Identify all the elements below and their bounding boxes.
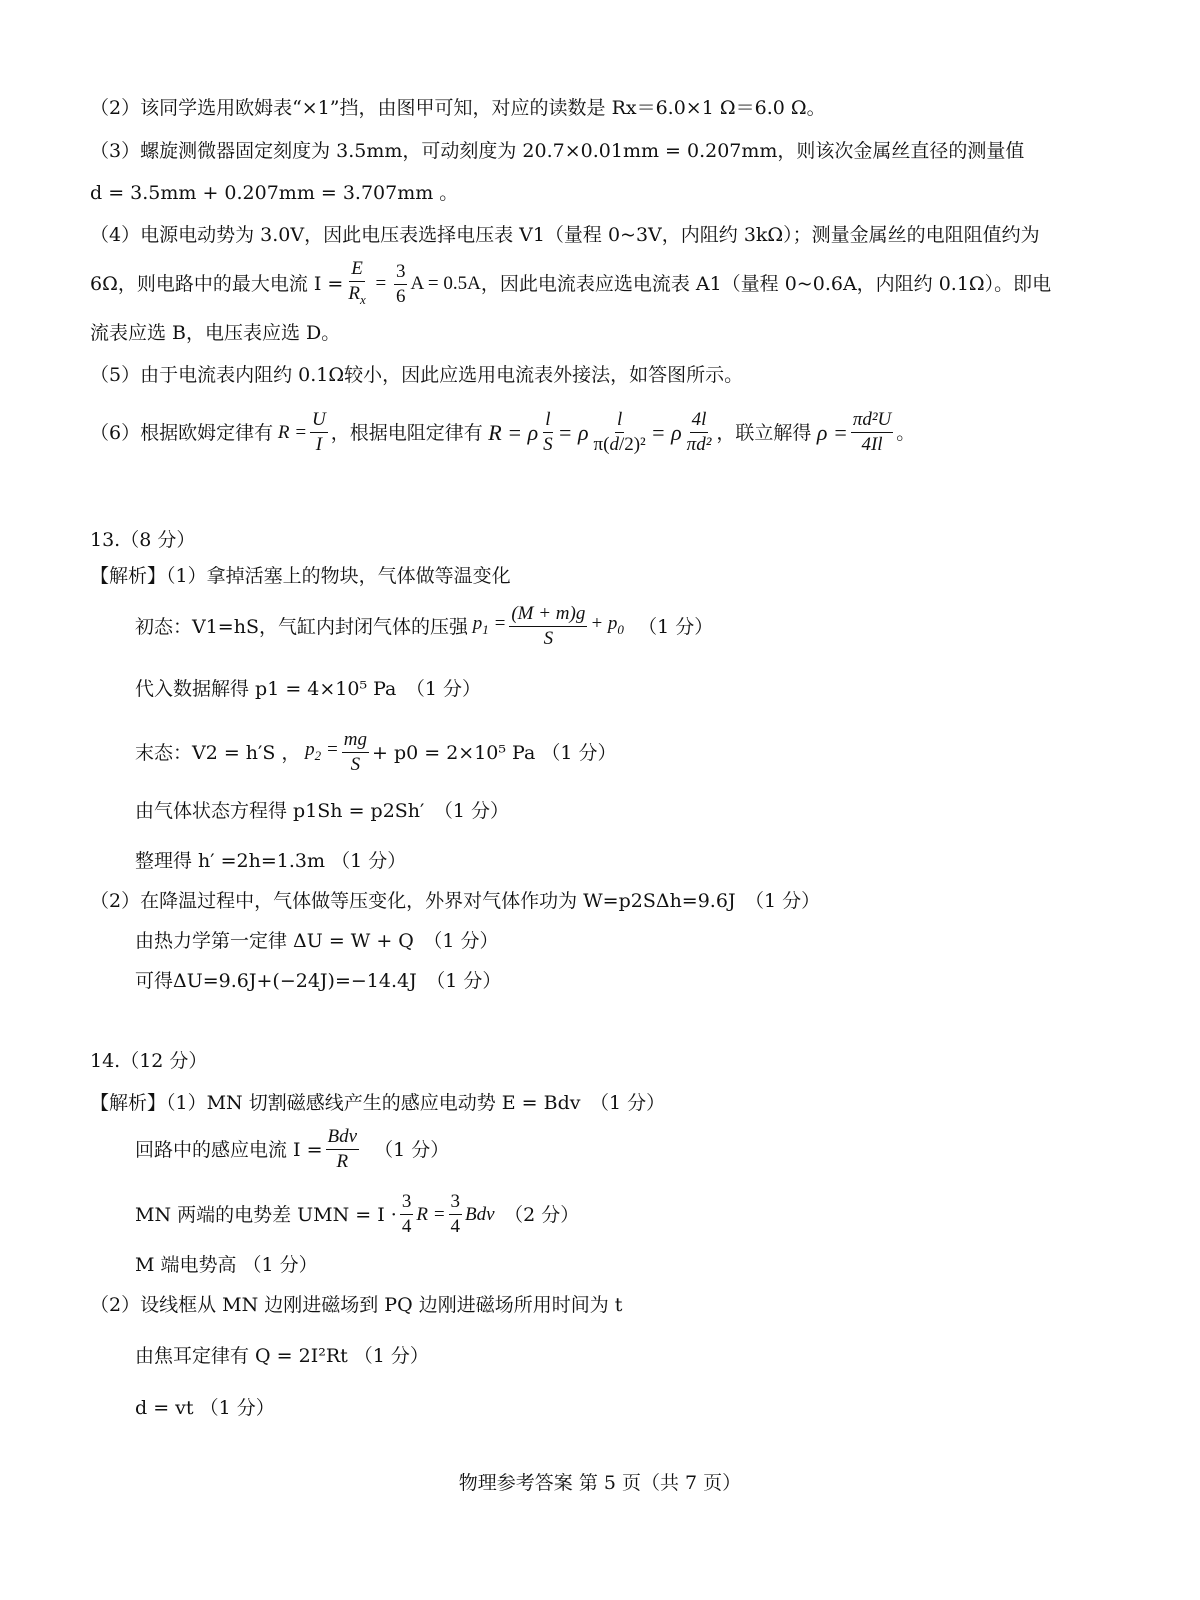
fraction-3-over-4-b: $\frac{3}{4}$ xyxy=(450,1191,461,1237)
question-14-umn: MN 两端的电势差 UMN = I · $\frac{3}{4}$ R = $\frac{3}{4}$ Bdv （2 分） xyxy=(135,1191,580,1237)
answer-line-12-4a: （4）电源电动势为 3.0V，因此电压表选择电压表 V1（量程 0~3V，内阻约 3kΩ）；测量金属丝的电阻阻值约为 xyxy=(90,224,1040,246)
text-6-mid: ，根据电阻定律有 xyxy=(330,421,483,444)
answer-line-12-5: （5）由于电流表内阻约 0.1Ω较小，因此应选用电流表外接法，如答图所示。 xyxy=(90,364,744,386)
text-4b-pre: 6Ω，则电路中的最大电流 I = xyxy=(90,273,344,296)
answer-line-12-2: （2）该同学选用欧姆表“×1”挡，由图甲可知，对应的读数是 Rx＝6.0×1 Ω＝6.0 Ω。 xyxy=(90,97,826,119)
fraction-mg-over-s: $\frac{mg}{S}$ xyxy=(343,729,367,775)
text-6-mid2: ，联立解得 xyxy=(716,421,812,444)
text-final-post: + p0 = 2×10⁵ Pa （1 分） xyxy=(371,741,617,764)
page-footer: 物理参考答案 第 5 页（共 7 页） xyxy=(458,1472,742,1494)
question-14-dvt: d = vt （1 分） xyxy=(135,1397,275,1419)
text-6-end: 。 xyxy=(896,421,916,444)
question-13-final-state: 末态：V2 = h′S ， $p_2$ = $\frac{mg}{S}$ + p0 = 2×10⁵ Pa （1 分） xyxy=(135,729,617,775)
text-umn-pre: MN 两端的电势差 UMN = I · xyxy=(135,1203,397,1226)
text-6-pre: （6）根据欧姆定律有 xyxy=(90,421,274,444)
fraction-4l-over-pi-d2: $\frac{4l}{\text{πd²}}$ xyxy=(686,409,712,455)
answer-line-12-3a: （3）螺旋测微器固定刻度为 3.5mm，可动刻度为 20.7×0.01mm = 0.207mm，则该次金属丝直径的测量值 xyxy=(90,140,1025,162)
question-14-part2: （2）设线框从 MN 边刚进磁场到 PQ 边刚进磁场所用时间为 t xyxy=(90,1294,623,1316)
answer-line-12-4b: 6Ω，则电路中的最大电流 I = $\frac{E}{R_x}$ = $\frac{3}{6}$ A = 0.5A ，因此电流表应选电流表 A1（量程 0~0.6A，内阻约 0.1Ω）。即电 xyxy=(90,257,1051,312)
answer-line-12-3b: d = 3.5mm + 0.207mm = 3.707mm 。 xyxy=(90,182,459,204)
fraction-bdv-over-r: $\frac{\text{Bdv}}{R}$ xyxy=(327,1126,358,1172)
fraction-l-over-s: $\frac{l}{S}$ xyxy=(543,409,553,455)
fraction-u-over-i: $\frac{U}{I}$ xyxy=(312,409,326,455)
text-final-pre: 末态：V2 = h′S ， xyxy=(135,741,301,764)
fraction-3-over-4-a: $\frac{3}{4}$ xyxy=(401,1191,412,1237)
score-current: （1 分） xyxy=(374,1138,450,1161)
text-current-pre: 回路中的感应电流 I = xyxy=(135,1138,323,1161)
question-13-state-equation: 由气体状态方程得 p1Sh = p2Sh′ （1 分） xyxy=(135,800,509,822)
text-4b-post: ，因此电流表应选电流表 A1（量程 0~0.6A，内阻约 0.1Ω）。即电 xyxy=(480,273,1052,296)
question-13-delta-u: 可得ΔU=9.6J+(−24J)=−14.4J （1 分） xyxy=(135,970,502,992)
question-13-part2: （2）在降温过程中，气体做等压变化，外界对气体作功为 W=p2SΔh=9.6J （1 分） xyxy=(90,890,821,912)
score-initial: （1 分） xyxy=(638,615,714,638)
answer-line-12-4c: 流表应选 B，电压表应选 D。 xyxy=(90,322,341,344)
score-umn: （2 分） xyxy=(504,1203,580,1226)
question-13-result: 整理得 h′ =2h=1.3m （1 分） xyxy=(135,850,407,872)
question-14-title: 14.（12 分） xyxy=(90,1050,208,1072)
question-13-p1: 代入数据解得 p1 = 4×10⁵ Pa （1 分） xyxy=(135,678,482,700)
question-14-analysis-head: 【解析】（1）MN 切割磁感线产生的感应电动势 E = Bdv （1 分） xyxy=(90,1092,666,1114)
text-initial-pre: 初态：V1=hS，气缸内封闭气体的压强 xyxy=(135,615,468,638)
question-13-title: 13.（8 分） xyxy=(90,529,196,551)
fraction-pi-d2u-over-4il: $\frac{\text{πd²U}}{4Il}$ xyxy=(852,409,892,455)
answer-line-12-6: （6）根据欧姆定律有 R = $\frac{U}{I}$ ，根据电阻定律有 R = ρ $\frac{l}{S}$ = ρ $\frac{l}{\text{π(d/2)²}}$ = ρ $\frac{4l}{\text{πd²}}$ ，联立解得 ρ = $\frac{\text{πd²U}}{4Il}$ 。 xyxy=(90,409,916,455)
fraction-mmg-over-s: $\frac{(M + m)g}{S}$ xyxy=(511,603,586,649)
question-13-first-law: 由热力学第一定律 ΔU = W + Q （1 分） xyxy=(135,930,499,952)
fraction-3-over-6: $\frac{3}{6}$ xyxy=(395,260,406,307)
question-13-analysis-head: 【解析】（1）拿掉活塞上的物块，气体做等温变化 xyxy=(90,565,511,587)
question-14-current xyxy=(135,1125,449,1174)
fraction-l-over-pi-d2: $\frac{l}{\text{π(d/2)²}}$ xyxy=(593,409,646,455)
fraction-e-over-rx: $\frac{E}{R_x}$ xyxy=(348,258,366,307)
question-14-joule: 由焦耳定律有 Q = 2I²Rt （1 分） xyxy=(135,1345,429,1367)
question-13-initial-state: 初态：V1=hS，气缸内封闭气体的压强 $p_1$ = $\frac{(M + m)g}{S}$ + $p_0$ （1 分） xyxy=(135,603,714,649)
question-14-m-high: M 端电势高 （1 分） xyxy=(135,1254,318,1276)
